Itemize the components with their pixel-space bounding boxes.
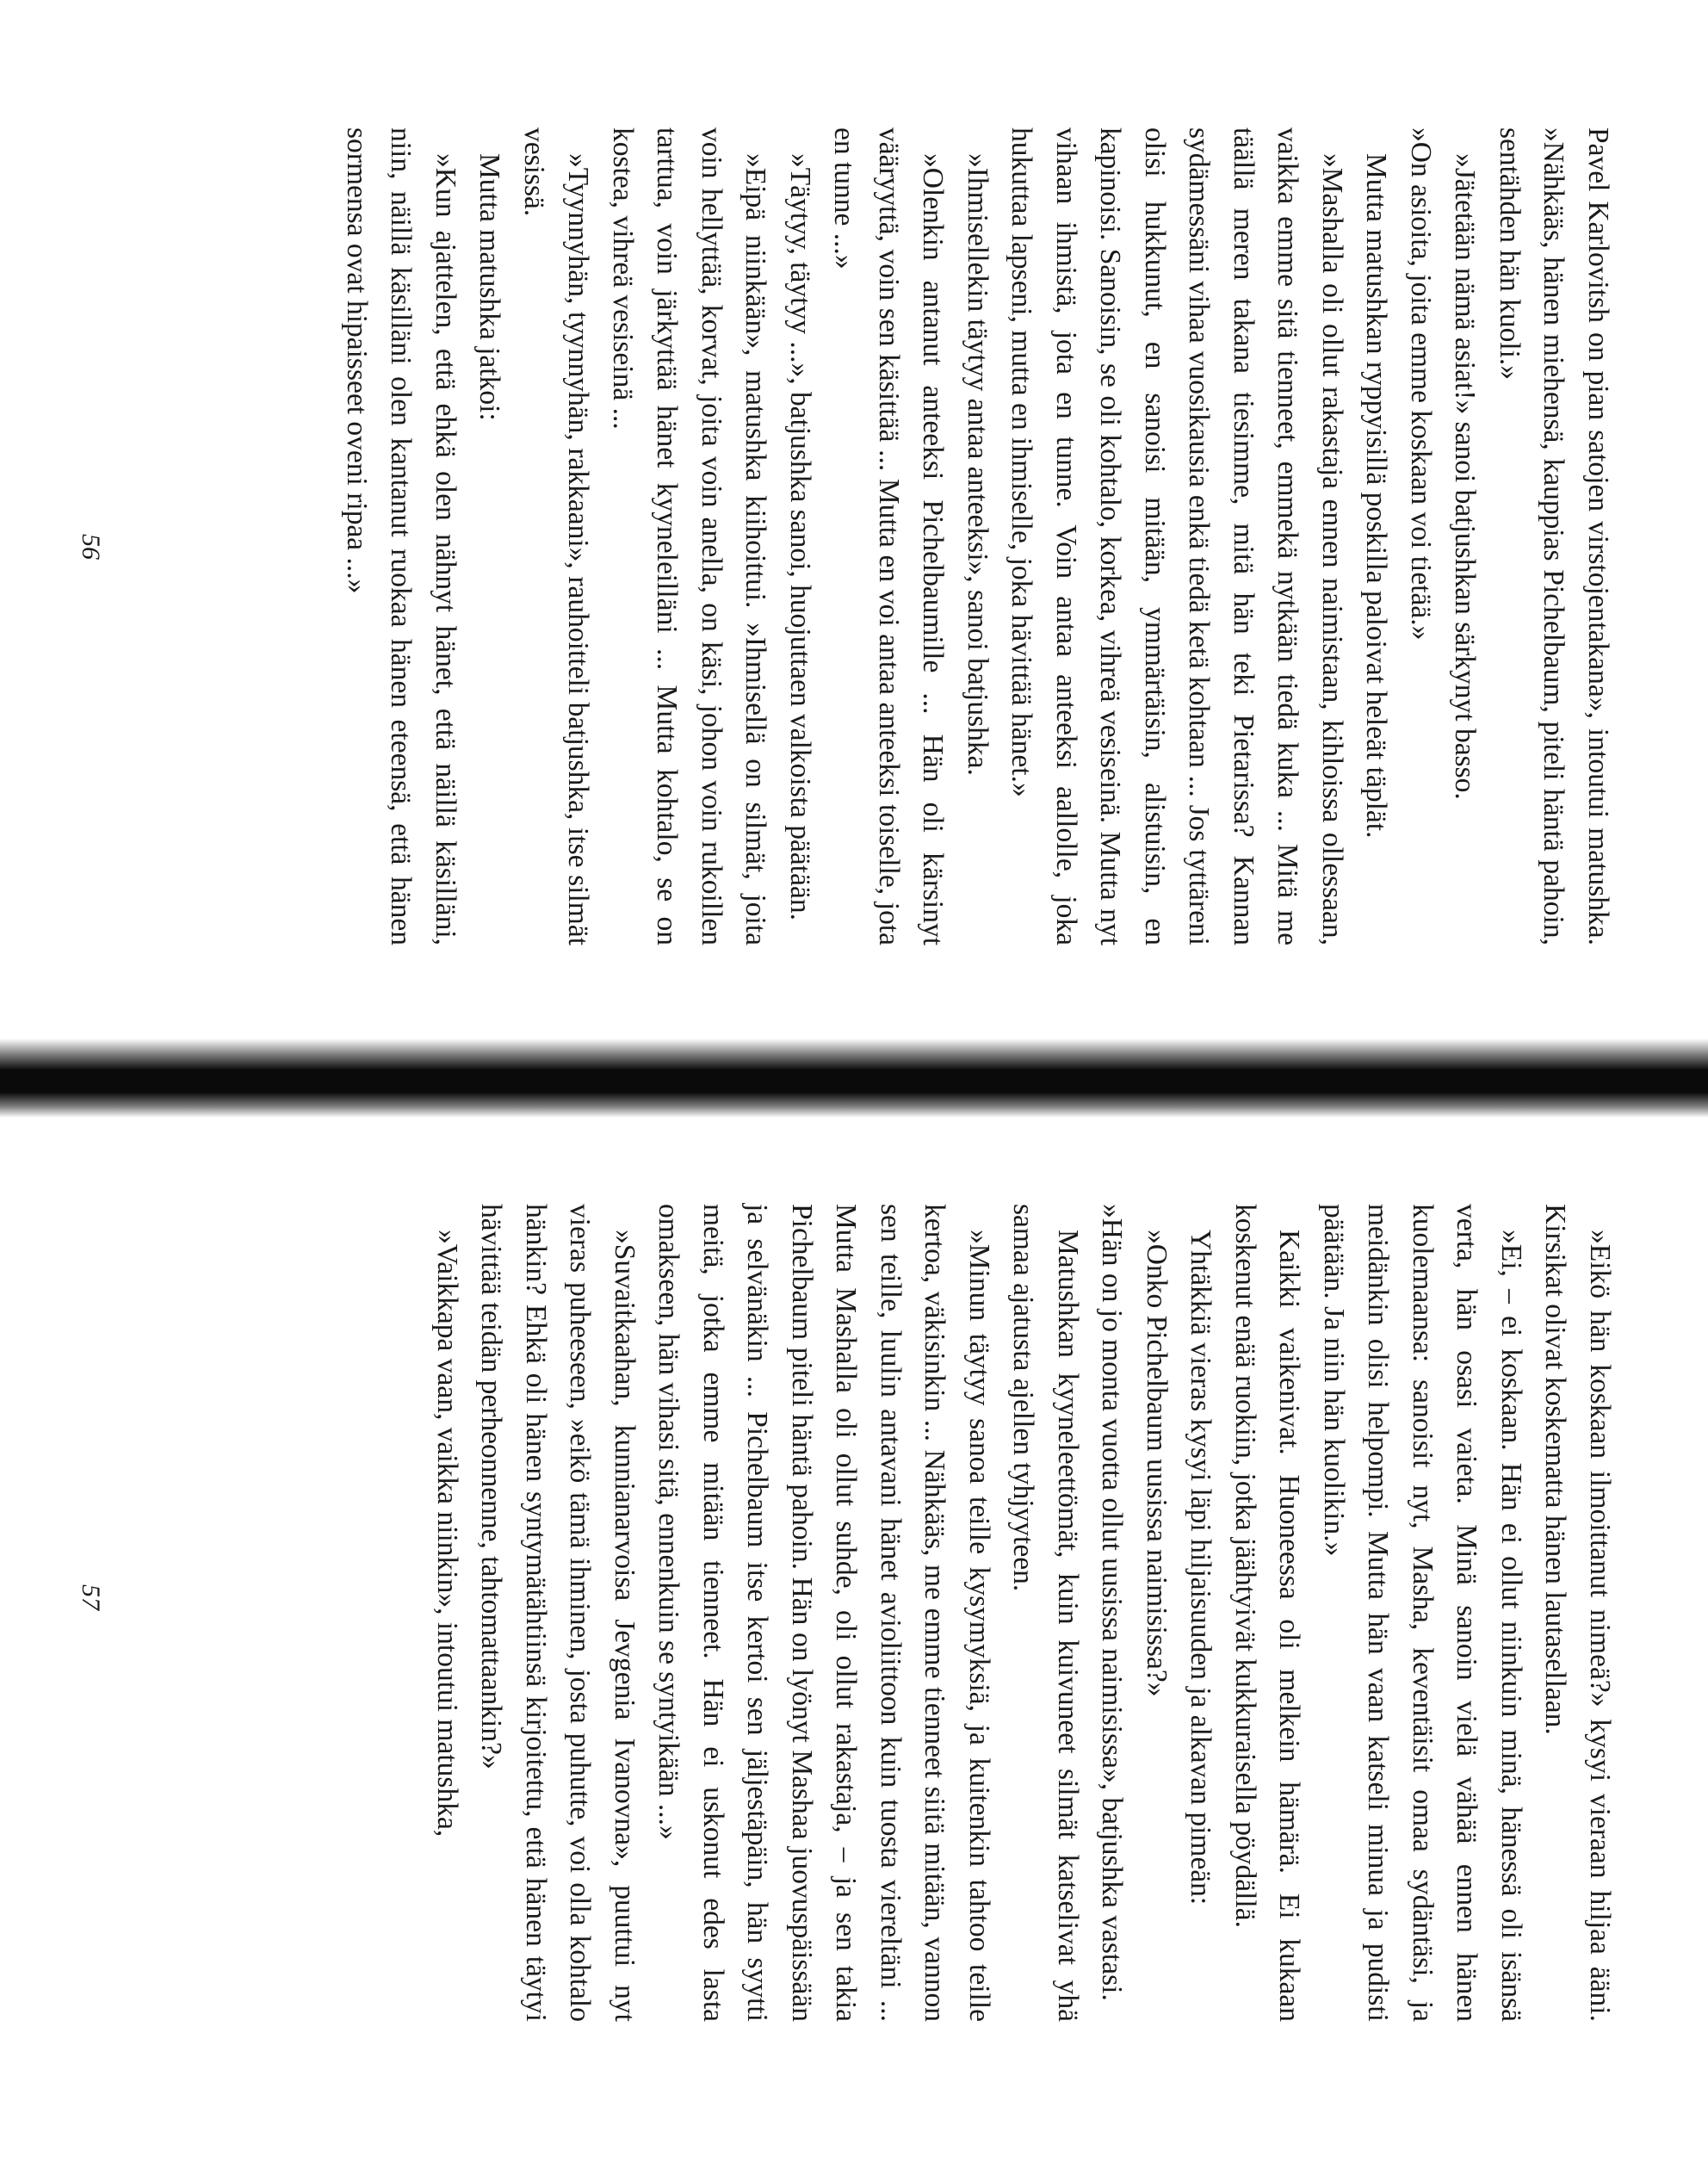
- paragraph: »Eikö hän koskaan ilmoittanut nimeä?» kysyi vieraan hiljaa ääni. Kirsikat olivat koskematta hänen lautasellaan.: [1539, 1204, 1616, 2022]
- paragraph: Kaikki vaikenivat. Huoneessa oli melkein hämärä. Ei kukaan koskenut enää ruokiin, jotka jäähtyivät kukkuraisella pöydällä.: [1229, 1204, 1306, 2022]
- paragraph: »Olenkin antanut anteeksi Pichelbaumille ... Hän oli kärsinyt vääryyttä, voin sen käsittää ... Mutta en voi antaa anteeksi toiselle, jota en tunne ...»: [828, 127, 950, 945]
- paragraph: »On asioita, joita emme koskaan voi tietää.»: [1405, 127, 1437, 641]
- paragraph: »Suvaitkaahan, kunnianarvoisa Jevgenia Ivanovna», puuttui nyt vieras puheeseen, »eikö tämä ihminen, josta puhutte, voi olla kohtalo hänkin? Ehkä oli hänen syntymätähtiinsä kirjoitettu, että hänen täytyi hävittää teidän perheonnenne, tahtomattaankin?»: [475, 1204, 640, 2022]
- paragraph: »Tyynnyhän, tyynnyhän, rakkaani», rauhoitteli batjushka, itse silmät vesissä.: [518, 127, 595, 945]
- paragraph: »Minun täytyy sanoa teille kysymyksiä, ja kuitenkin tahtoo teille kertoa, väkisinkin ... Nähkääs, me emme tienneet siitä mitään, vannon sen teille, luulin antavani hänet avioliittoon kuin tuosta viereltäni ... Mutta Mashalla oli ollut suhde, oli ollut rakastaja, – ja sen takia Pichelbaum piteli häntä pahoin. Hän on lyönyt Mashaa juovuspäissään ja selvänäkin ... Pichelbaum itse kertoi sen jäljestäpäin, hän syytti meitä, jotka emme mitään tienneet. Hän ei uskonut edes lasta omakseen, hän vihasi sitä, ennenkuin se syntyikään ...»: [653, 1204, 995, 2022]
- right-page: [0, 1082, 1708, 2163]
- paragraph: Pavel Karlovitsh on pian satojen virstojentakana», intoutui matushka. »Nähkääs, hänen miehensä, kauppias Pichelbaum, piteli häntä pahoin, sentähden hän kuoli.»: [1494, 127, 1614, 945]
- paragraph: »Täytyy, täytyy ...», batjushka sanoi, huojuttaen valkoista päätään.: [784, 153, 816, 920]
- page-number: 57: [77, 1584, 105, 1610]
- paragraph: »Ei, – ei koskaan. Hän ei ollut niinkuin minä, hänessä oli isänsä verta, hän osasi vaieta. Minä sanoin vielä vähää ennen hänen kuolemaansa: sanoisit nyt, Masha, keventäisit omaa sydäntäsi, ja meidänkin olisi helpompi. Mutta hän vaan katseli minua ja pudisti päätään. Ja niin hän kuolikin.»: [1318, 1204, 1527, 2022]
- paragraph: Matushkan kyyneleettömät, kuin kuivuneet silmät katselivat yhä samaa ajatusta ajellen tyhjyyteen.: [1007, 1204, 1084, 2022]
- paragraph: »Hän on jo monta vuotta ollut uusissa naimisissa», batjushka vastasi.: [1096, 1204, 1129, 2001]
- paragraph: »Vaikkapa vaan, vaikka niinkin», intoutui matushka,: [431, 1230, 463, 1838]
- paragraph: Mutta matushkan ryppyisillä poskilla paloivat heleät täplät.: [1360, 153, 1393, 839]
- paragraph: »Mashalla oli ollut rakastaja ennen naimistaan, kihloissa ollessaan, vaikka emme sitä tienneet, emmekä nytkään tiedä kuka ... Mitä me täällä meren takana tiesimme, mitä hän teki Pietarissa? Kannan sydämessäni vihaa vuosikausia enkä tiedä ketä kohtaan ... Jos tyttäreni olisi hukkunut, en sanoisi mitään, ymmärtäisin, alistuisin, en kapinoisi. Sanoisin, se oli kohtalo, korkea, vihreä vesiseinä. Mutta nyt vihaan ihmistä, jota en tunne. Voin antaa anteeksi aallolle, joka hukuttaa lapseni, mutta en ihmiselle, joka hävittää hänet.»: [1006, 127, 1348, 945]
- paragraph: »Onko Pichelbaum uusissa naimisissa?»: [1141, 1230, 1173, 1697]
- paragraph: Yhtäkkiä vieras kysyi läpi hiljaisuuden ja alkavan pimeän:: [1185, 1230, 1217, 1906]
- paragraph: »Ihmisellekin täytyy antaa anteeksi», sanoi batjushka.: [962, 153, 993, 776]
- paragraph: »Jätetään nämä asiat!» sanoi batjushkan särkynyt basso.: [1449, 153, 1482, 800]
- left-page-text: [335, 127, 1621, 945]
- paragraph: »Eipä niinkään», matushka kiihoittui. »Ihmisellä on silmät, joita voin hellyttää, korvat, joita voin anella, on käsi, johon voin rukoillen tarttua, voin järkyttää hänet kyyneleilläni ... Mutta kohtalo, se on kostea, vihreä vesiseinä ...: [607, 127, 772, 945]
- paragraph: Mutta matushka jatkoi:: [473, 153, 506, 421]
- paragraph: »Kun ajattelen, että ehkä olen nähnyt hänet, että näillä käsilläni, niin, näillä käsilläni olen kantanut ruokaa hänen eteensä, että hänen sormensa ovat hipaisseet oveni ripaa ...»: [341, 127, 461, 945]
- page-number: 56: [77, 534, 105, 560]
- right-page-text: [425, 1204, 1623, 2022]
